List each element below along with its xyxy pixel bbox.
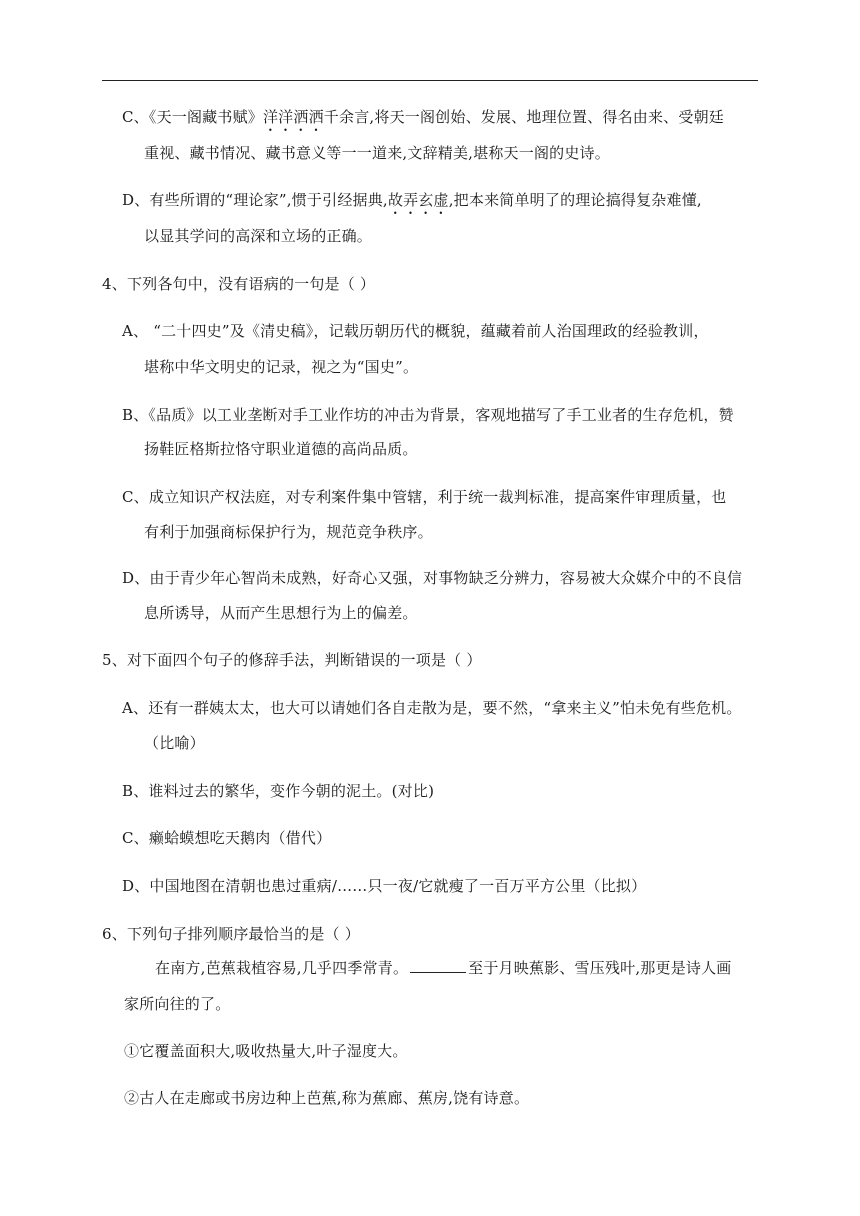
q3-option-d-prefix: D、有些所谓的“理论家”,惯于引经据典, — [122, 191, 388, 209]
q4-option-d-line2: 息所诱导，从而产生思想行为上的偏差。 — [144, 604, 418, 622]
q4-stem: 4、下列各句中，没有语病的一句是（ ） — [102, 275, 376, 293]
q5-option-b: B、谁料过去的繁华，变作今朝的泥土。(对比) — [122, 782, 435, 800]
q5-option-d: D、中国地图在清朝也患过重病/……只一夜/它就瘦了一百万平方公里（比拟） — [122, 877, 647, 895]
q3-option-c-prefix: C、《天一阁藏书赋》 — [122, 108, 263, 126]
q3-option-c-line1 — [122, 107, 724, 135]
q4-option-c-line1: C、成立知识产权法庭，对专利案件集中管辖，利于统一裁判标准，提高案件审理质量，也 — [122, 488, 727, 506]
q5-option-c: C、癞蛤蟆想吃天鹅肉（借代） — [122, 829, 332, 847]
q6-passage-after-blank: 至于月映蕉影、雪压残叶,那更是诗人画 — [468, 959, 732, 977]
q6-passage-line2: 家所向往的了。 — [124, 995, 231, 1013]
q6-item-1: ①它覆盖面积大,吸收热量大,叶子湿度大。 — [124, 1042, 408, 1060]
q6-passage-line1 — [155, 958, 732, 978]
q3-option-d-emphasized-phrase: 故弄玄虚 — [387, 191, 449, 209]
q4-option-a-line1: A、 “二十四史”及《清史稿》，记载历朝历代的概貌，蕴藏着前人治国理政的经验教训， — [122, 322, 709, 340]
q4-option-a-line2: 堪称中华文明史的记录，视之为“国史”。 — [144, 358, 419, 376]
q6-item-2: ②古人在走廊或书房边种上芭蕉,称为蕉廊、蕉房,饶有诗意。 — [124, 1089, 530, 1107]
q3-option-d-line1 — [122, 190, 702, 218]
q4-option-c-line2: 有利于加强商标保护行为，规范竞争秩序。 — [144, 523, 433, 541]
q3-option-c-suffix: 千余言,将天一阁创始、发展、地理位置、得名由来、受朝廷 — [323, 108, 724, 126]
q4-option-b-line2: 扬鞋匠格斯拉恪守职业道德的高尚品质。 — [144, 440, 418, 458]
q3-option-d-suffix: ,把本来简单明了的理论搞得复杂难懂, — [448, 191, 702, 209]
q4-option-d-line1: D、由于青少年心智尚未成熟，好奇心又强，对事物缺乏分辨力，容易被大众媒介中的不良信 — [122, 569, 743, 587]
header-rule — [102, 80, 758, 81]
q4-option-b-line1: B、《品质》以工业垄断对手工业作坊的冲击为背景，客观地描写了手工业者的生存危机，赞 — [122, 406, 734, 424]
q5-option-a-line2: （比喻） — [144, 734, 205, 752]
q3-option-c-emphasized-phrase: 洋洋洒洒 — [262, 108, 324, 126]
q5-option-a-line1: A、还有一群姨太太，也大可以请她们各自走散为是，要不然，“拿来主义”怕未免有些危机。 — [122, 699, 742, 717]
answer-blank — [410, 958, 466, 973]
q6-stem: 6、下列句子排列顺序最恰当的是（ ） — [102, 925, 360, 943]
q5-stem: 5、对下面四个句子的修辞手法，判断错误的一项是（ ） — [102, 651, 482, 669]
q3-option-d-line2: 以显其学问的高深和立场的正确。 — [144, 227, 373, 245]
q3-option-c-line2: 重视、藏书情况、藏书意义等一一道来,文辞精美,堪称天一阁的史诗。 — [144, 144, 610, 162]
q6-passage-before-blank: 在南方,芭蕉栽植容易,几乎四季常青。 — [155, 959, 409, 977]
